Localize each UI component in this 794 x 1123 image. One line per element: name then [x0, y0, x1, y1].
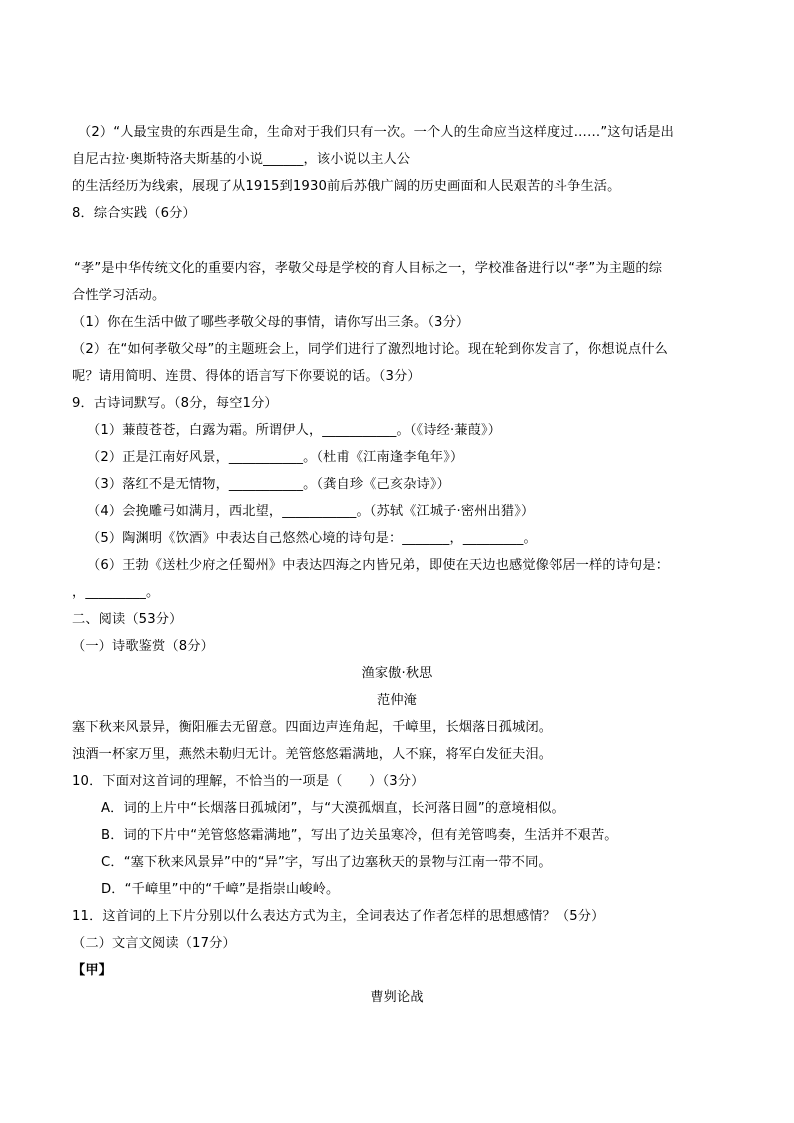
q8-item-1: （1）你在生活中做了哪些孝敬父母的事情，请你写出三条。（3分） — [72, 315, 470, 330]
q8-item-2-line-1: （2）在“如何孝敬父母”的主题班会上，同学们进行了激烈地讨论。现在轮到你发言了，你想说点什么 — [72, 342, 669, 357]
q8-item-2-line-2: 呢？请用简明、连贯、得体的语言写下你要说的话。（3分） — [72, 369, 421, 384]
q7-2-line-2: 自尼古拉·奥斯特洛夫斯基的小说______，该小说以主人公 — [72, 152, 411, 167]
q7-2-line-3: 的生活经历为线索，展现了从1915到1930前后苏俄广阔的历史画面和人民艰苦的斗争生活。 — [72, 179, 621, 194]
q10-heading: 10．下面对这首词的理解，不恰当的一项是（ ）（3分） — [72, 774, 425, 789]
q8-intro-line-1: “孝”是中华传统文化的重要内容，孝敬父母是学校的育人目标之一，学校准备进行以“孝”为主题的综 — [74, 261, 663, 276]
q10-option-b: B．词的下片中“羌管悠悠霜满地”，写出了边关虽寒冷，但有羌管鸣奏，生活并不艰苦。 — [101, 828, 618, 843]
poem-line-1: 塞下秋来风景异，衡阳雁去无留意。四面边声连角起，千嶂里，长烟落日孤城闭。 — [72, 720, 553, 735]
q9-item-4: （4）会挽雕弓如满月，西北望，___________。（苏轼《江城子·密州出猎》） — [87, 504, 535, 519]
q9-item-6-continued: ，_________。 — [72, 585, 160, 600]
q9-item-5: （5）陶渊明《饮酒》中表达自己悠然心境的诗句是：_______，_________。 — [87, 531, 537, 546]
poem-line-2: 浊酒一杯家万里，燕然未勒归无计。羌管悠悠霜满地，人不寐，将军白发征夫泪。 — [72, 747, 553, 762]
jia-label: 【甲】 — [72, 963, 113, 978]
q9-item-2: （2）正是江南好风景，___________。（杜甫《江南逢李龟年》） — [87, 450, 464, 465]
q9-item-1: （1）蒹葭苍苍，白露为霜。所谓伊人，___________。（《诗经·蒹葭》） — [87, 423, 502, 438]
poem-title: 渔家傲·秋思 — [361, 666, 433, 681]
section-classical-chinese-heading: （二）文言文阅读（17分） — [72, 936, 236, 951]
q7-2-line-1: （2）“人最宝贵的东西是生命，生命对于我们只有一次。一个人的生命应当这样度过……”这句话是出 — [78, 125, 675, 140]
section-poetry-heading: （一）诗歌鉴赏（8分） — [72, 639, 214, 654]
q8-heading: 8．综合实践（6分） — [72, 206, 196, 221]
q10-option-d: D．“千嶂里”中的“千嶂”是指崇山峻岭。 — [101, 882, 340, 897]
text-title: 曹刿论战 — [370, 990, 424, 1005]
q8-intro-line-2: 合性学习活动。 — [72, 288, 166, 303]
q9-item-3: （3）落红不是无情物，___________。（龚自珍《己亥杂诗》） — [87, 477, 450, 492]
q9-heading: 9．古诗词默写。（8分，每空1分） — [72, 396, 278, 411]
q9-item-6: （6）王勃《送杜少府之任蜀州》中表达四海之内皆兄弟，即使在天边也感觉像邻居一样的诗句是： — [87, 558, 670, 573]
q11-heading: 11．这首词的上下片分别以什么表达方式为主，全词表达了作者怎样的思想感情？（5分） — [72, 909, 605, 924]
q10-option-c: C．“塞下秋来风景异”中的“异”字，写出了边塞秋天的景物与江南一带不同。 — [101, 855, 552, 870]
q10-option-a: A．词的上片中“长烟落日孤城闭”，与“大漠孤烟直，长河落日圆”的意境相似。 — [101, 801, 565, 816]
poem-author: 范仲淹 — [376, 693, 417, 708]
section-reading-heading: 二、阅读（53分） — [72, 612, 183, 627]
